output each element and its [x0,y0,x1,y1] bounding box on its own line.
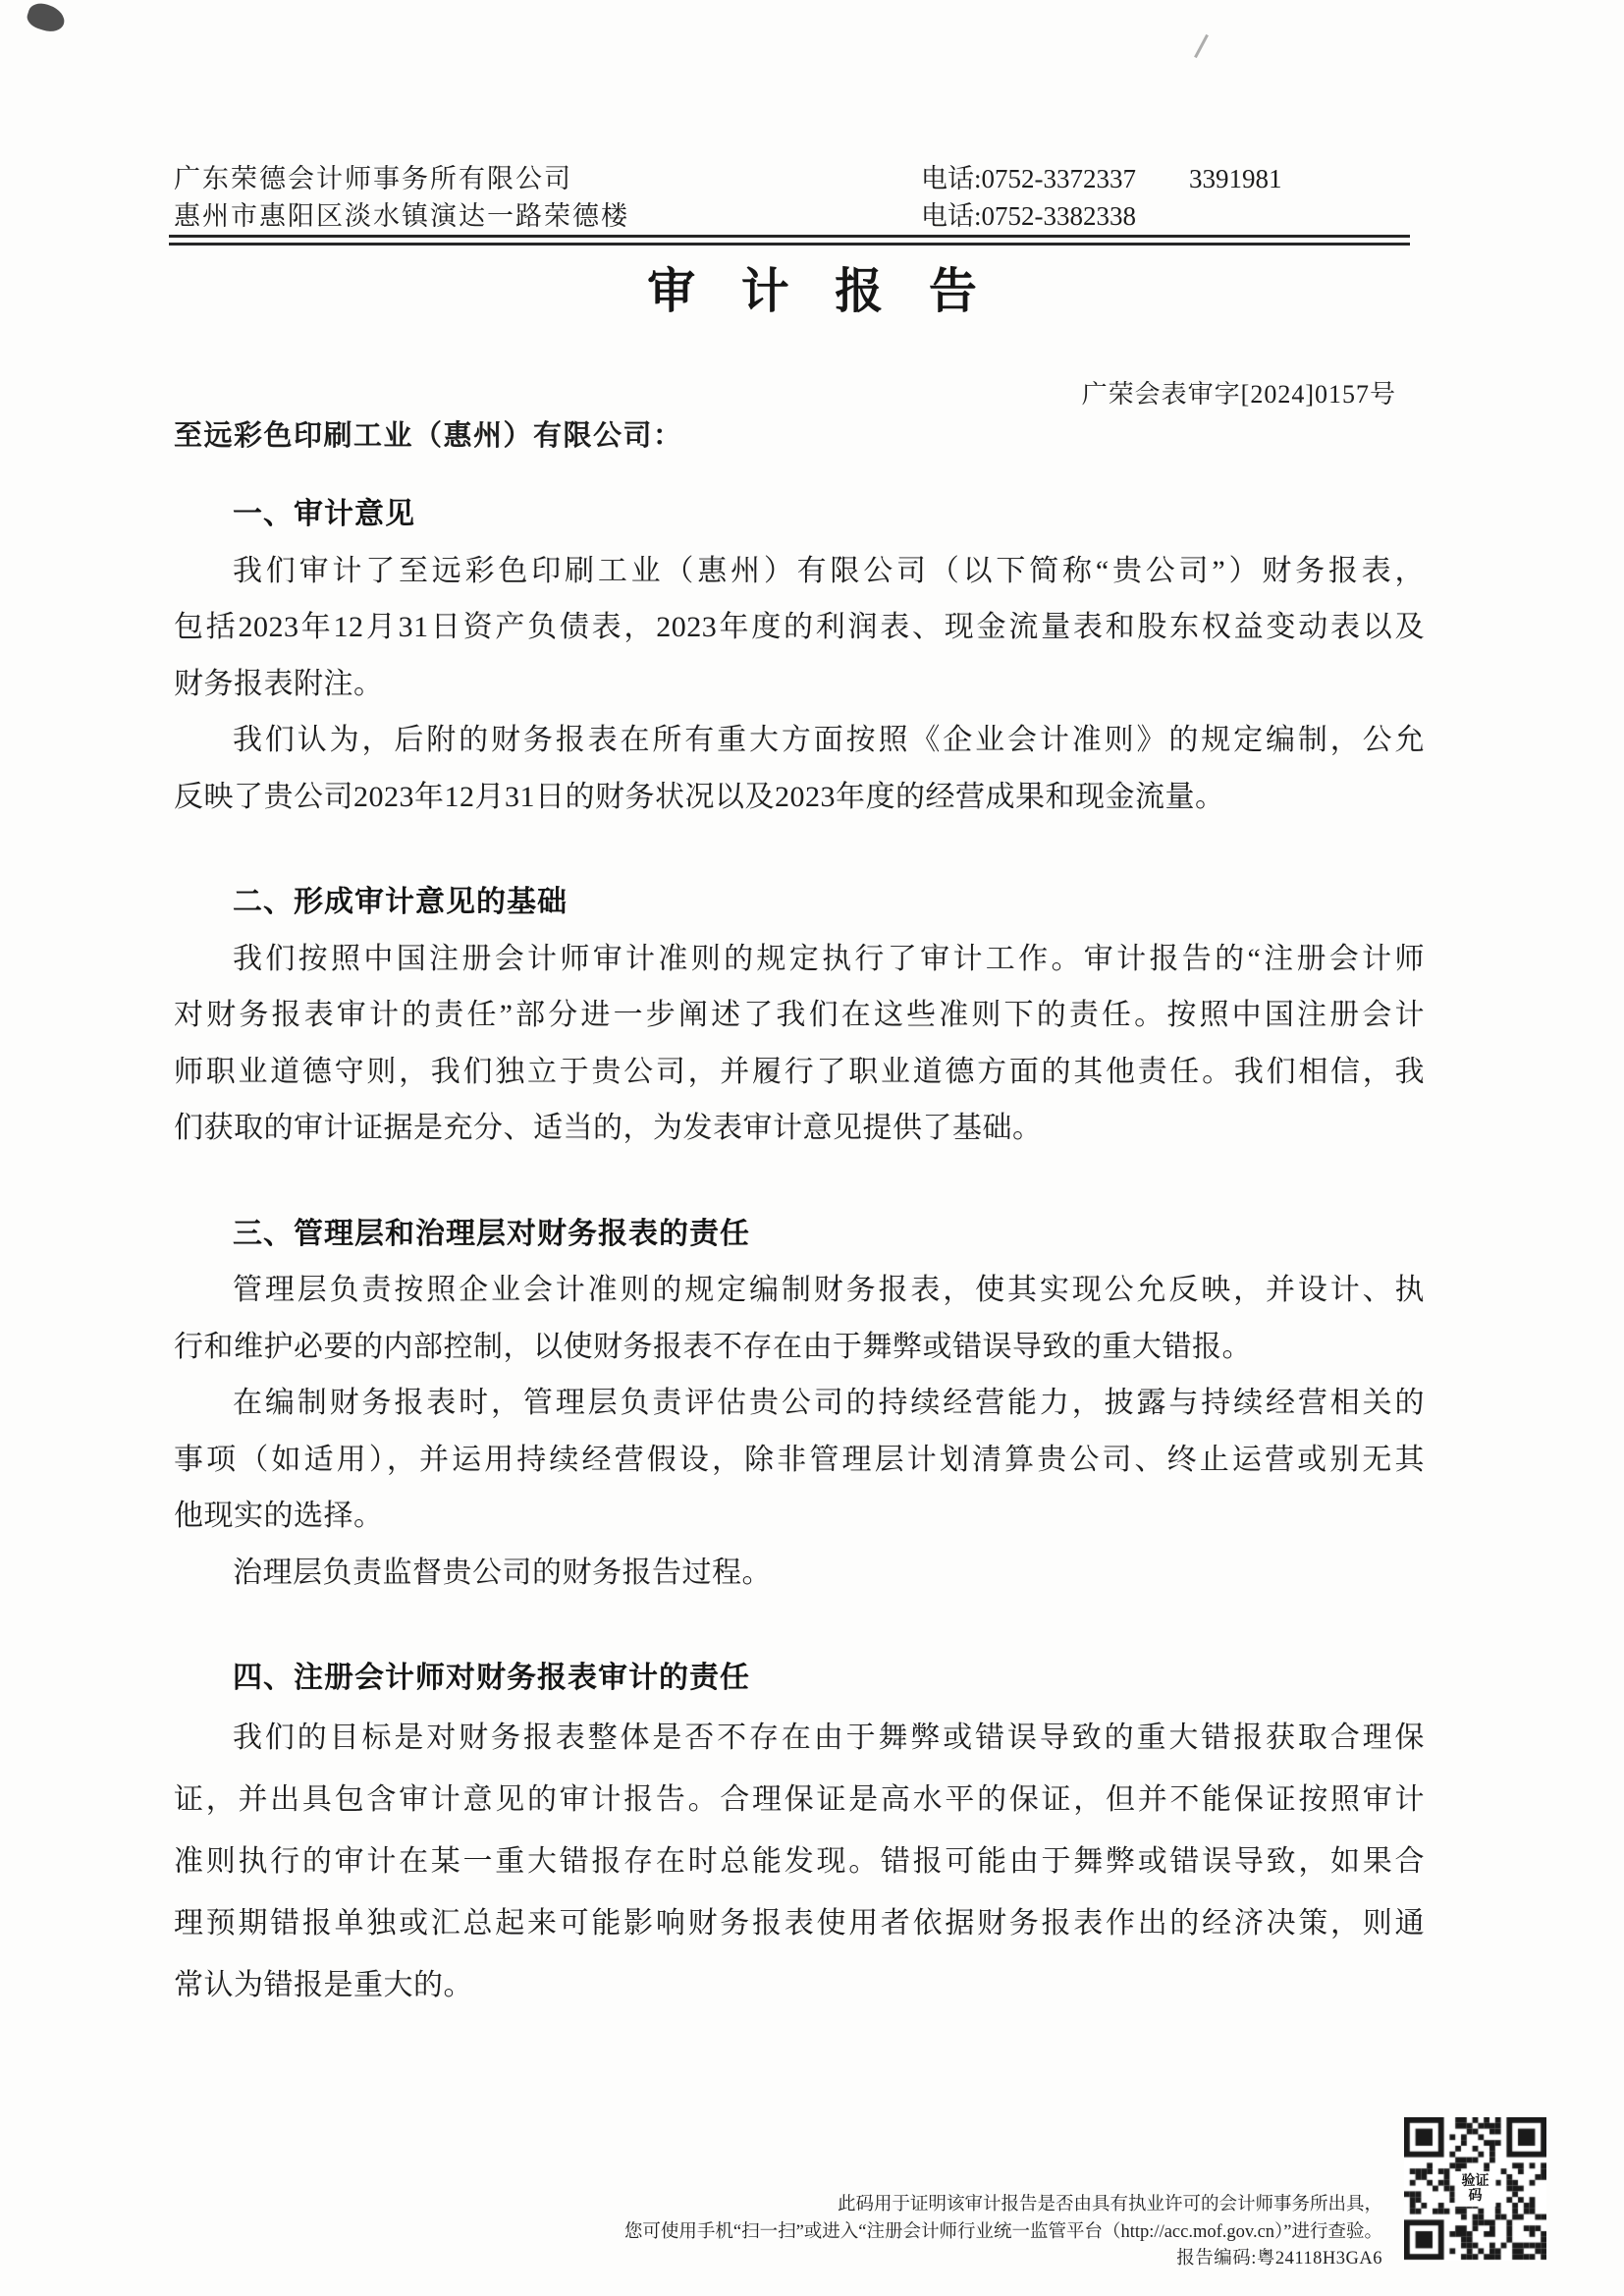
paragraph-line: 事项（如适用），并运用持续经营假设，除非管理层计划清算贵公司、终止运营或别无其 [174,1443,1425,1476]
scan-scratch-artifact [1194,34,1209,58]
paragraph [174,712,1425,825]
section-heading: 二、形成审计意见的基础 [233,886,568,918]
paragraph-line: 在编制财务报表时，管理层负责评估贵公司的持续经营能力，披露与持续经营相关的 [233,1387,1425,1419]
paragraph-line: 行和维护必要的内部控制，以使财务报表不存在由于舞弊或错误导致的重大错报。 [174,1330,1252,1363]
paragraph-line: 师职业道德守则，我们独立于贵公司，并履行了职业道德方面的其他责任。我们相信，我 [174,1055,1425,1088]
paragraph-line: 我们按照中国注册会计师审计准则的规定执行了审计工作。审计报告的“注册会计师 [233,942,1425,975]
paragraph [174,1375,1425,1545]
paragraph [174,1707,1425,2016]
document-number: 广荣会表审字[2024]0157号 [1081,380,1396,409]
paragraph-line: 们获取的审计证据是充分、适当的，为发表审计意见提供了基础。 [174,1112,1043,1144]
verification-note-line-1: 此码用于证明该审计报告是否由具有执业许可的会计师事务所出具， [837,2195,1382,2214]
paragraph-line: 包括2023年12月31日资产负债表，2023年度的利润表、现金流量表和股东权益变动表以及 [174,611,1425,643]
paragraph [174,543,1425,713]
firm-phone-1: 电话:0752-3372337 3391981 [921,164,1282,193]
paragraph-line: 我们审计了至远彩色印刷工业（惠州）有限公司（以下简称“贵公司”）财务报表， [233,554,1425,587]
paragraph [174,1262,1425,1375]
paragraph-line: 财务报表附注。 [174,667,384,700]
report-body [174,486,1425,2016]
paragraph-line: 对财务报表审计的责任”部分进一步阐述了我们在这些准则下的责任。按照中国注册会计 [174,999,1425,1031]
paragraph-line: 我们的目标是对财务报表整体是否不存在由于舞弊或错误导致的重大错报获取合理保 [233,1721,1425,1754]
scan-blot-artifact [25,0,68,35]
paragraph [174,1545,1425,1602]
firm-name: 广东荣德会计师事务所有限公司 [174,164,572,193]
paragraph-line: 证，并出具包含审计意见的审计报告。合理保证是高水平的保证，但并不能保证按照审计 [174,1782,1425,1816]
paragraph-line: 理预期错报单独或汇总起来可能影响财务报表使用者依据财务报表作出的经济决策，则通 [174,1906,1425,1940]
firm-address: 惠州市惠阳区淡水镇演达一路荣德楼 [174,194,724,238]
qr-code-label: 验证码 [1457,2173,1494,2205]
paragraph-line: 治理层负责监督贵公司的财务报告过程。 [233,1556,772,1589]
paragraph-line: 常认为错报是重大的。 [174,1968,473,2001]
section-heading: 一、审计意见 [233,498,415,530]
section-heading: 三、管理层和治理层对财务报表的责任 [233,1217,750,1250]
verification-note-line-2: 您可使用手机“扫一扫”或进入“注册会计师行业统一监管平台（http://acc.mof.gov.cn）”进行查验。 [623,2221,1382,2242]
paragraph [174,931,1425,1157]
firm-phone-2: 电话:0752-3382338 [921,201,1136,231]
paragraph-line: 管理层负责按照企业会计准则的规定编制财务报表，使其实现公允反映，并设计、执 [233,1274,1425,1306]
report-code: 报告编码:粤24118H3GA6 [1176,2249,1382,2269]
verification-note [302,2192,1382,2273]
document-title: 审计报告 [647,264,1023,318]
paragraph-line: 准则执行的审计在某一重大错报存在时总能发现。错报可能由于舞弊或错误导致，如果合 [174,1844,1425,1878]
recipient-line: 至远彩色印刷工业（惠州）有限公司： [174,420,683,452]
letterhead-double-rule [169,235,1410,246]
paragraph-line: 反映了贵公司2023年12月31日的财务状况以及2023年度的经营成果和现金流量。 [174,780,1225,813]
paragraph-line: 我们认为，后附的财务报表在所有重大方面按照《企业会计准则》的规定编制，公允 [233,724,1425,756]
qr-code [1404,2117,1546,2261]
section-heading: 四、注册会计师对财务报表审计的责任 [233,1662,750,1694]
paragraph-line: 他现实的选择。 [174,1500,384,1532]
